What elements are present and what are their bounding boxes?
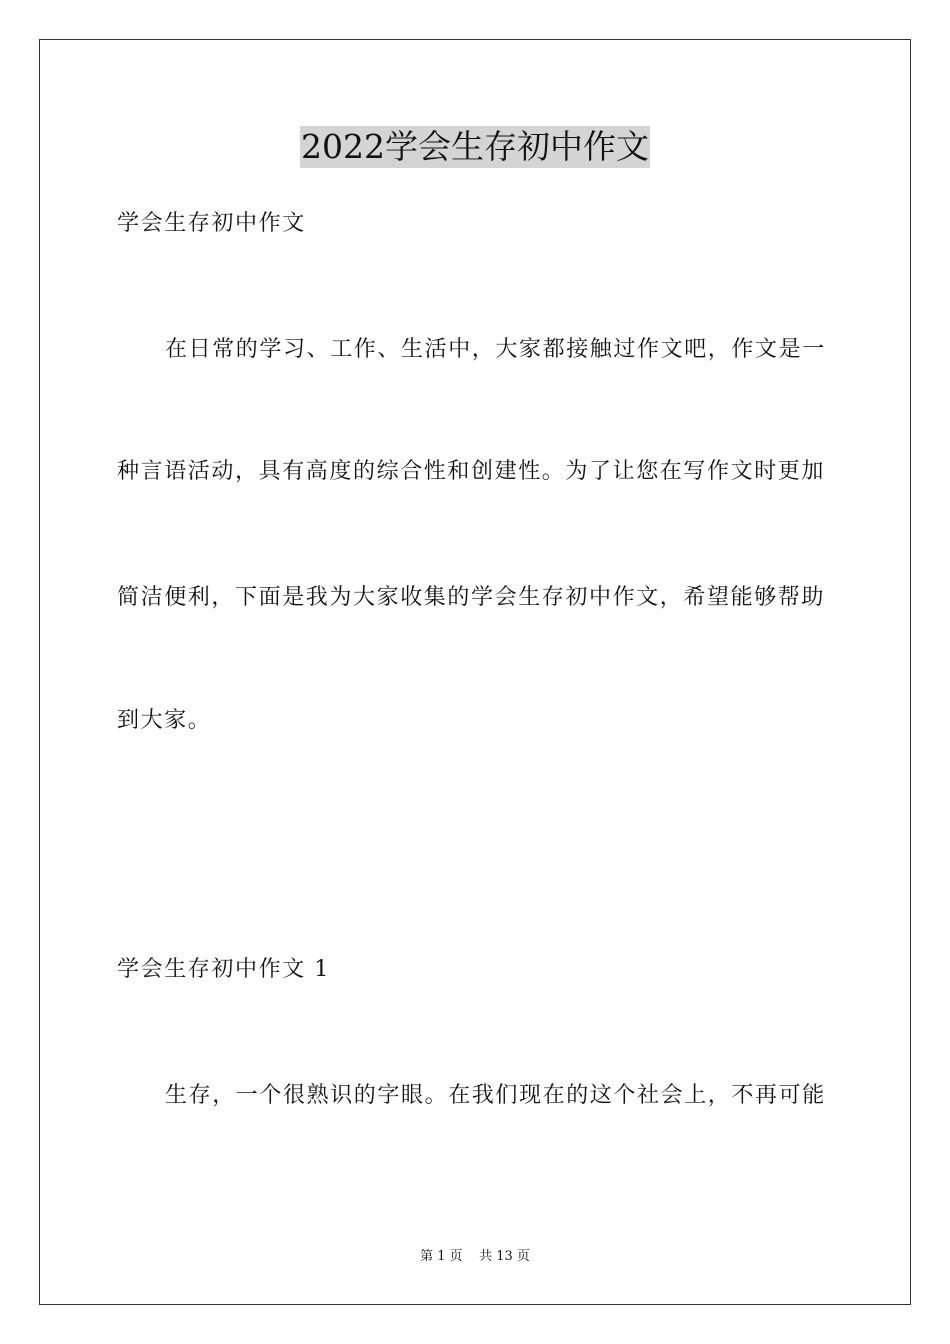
title-container: [0, 126, 950, 168]
document-subtitle: 学会生存初中作文: [117, 211, 306, 236]
intro-line-1: 在日常的学习、工作、生活中，大家都接触过作文吧，作文是一: [165, 337, 826, 362]
document-title: 2022学会生存初中作文: [301, 127, 649, 166]
page-footer: 第 1 页 共 13 页: [420, 1249, 530, 1264]
intro-line-2: 种言语活动，具有高度的综合性和创建性。为了让您在写作文时更加: [117, 459, 826, 484]
section-line-1: 生存，一个很熟识的字眼。在我们现在的这个社会上，不再可能: [165, 1083, 826, 1108]
section-heading: 学会生存初中作文 1: [117, 957, 330, 982]
intro-line-3: 简洁便利，下面是我为大家收集的学会生存初中作文，希望能够帮助: [117, 585, 826, 610]
intro-line-4: 到大家。: [117, 708, 212, 733]
